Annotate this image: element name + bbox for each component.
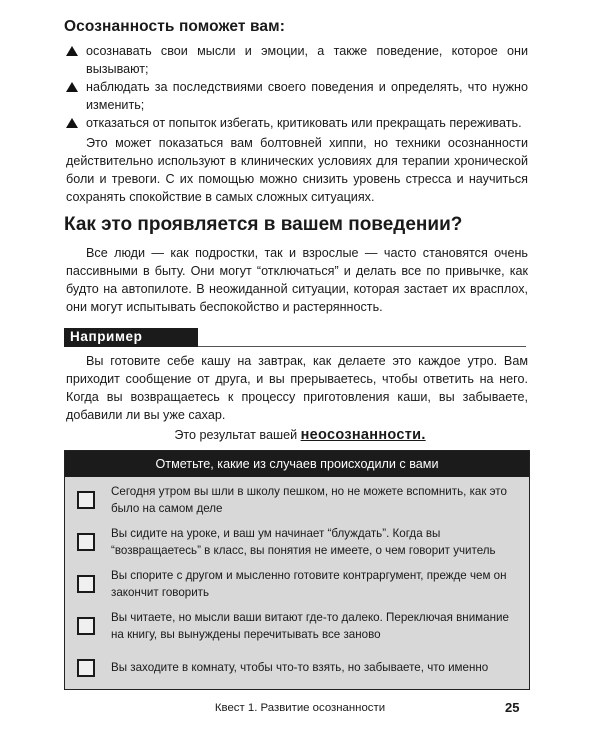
checklist-row [65,605,529,647]
bullet-list [66,42,528,132]
paragraph-example: Вы готовите себе кашу на завтрак, как делаете это каждое утро. Вам приходит сообщение от друга, и вы прерываетесь, чтобы ответить на него. Когда вы возвращаетесь к процессу приготовления каши, вы забываете, добавили ли вы уже сахар. [66,354,528,422]
checklist-row [65,479,529,521]
checklist-table [64,450,530,690]
paragraph-behavior: Все люди — как подростки, так и взрослые — часто становятся очень пассивными в быту. Они могут “отключаться” и делать все по привычке, как будто на автопилоте. В неожиданной ситуации, которая застает их врасплох, они могут испытывать беспокойство и растерянность. [66,246,528,314]
paragraph-intro: Это может показаться вам болтовней хиппи, но техники осознанности действительно используют в клинических условиях для терапии хронической боли и тревоги. С их помощью можно снизить уровень стресса и научиться сохранять спокойствие в самых сложных ситуациях. [66,136,528,204]
result-line [0,427,600,443]
section-heading-behavior: Как это проявляется в вашем поведении? [64,214,463,235]
checklist-header: Отметьте, какие из случаев происходили с вами [65,451,529,477]
bullet-item [66,114,528,132]
triangle-bullet-icon [66,82,78,92]
triangle-bullet-icon [66,118,78,128]
checklist-row-text: Сегодня утром вы шли в школу пешком, но не можете вспомнить, как это было на самом деле [111,485,507,515]
triangle-bullet-icon [66,46,78,56]
example-label: Например [70,329,143,344]
checkbox[interactable] [77,575,95,593]
result-emphasis: неосознанности. [300,427,426,443]
result-prefix: Это результат вашей [174,428,298,442]
checklist-row [65,521,529,563]
bullet-item [66,78,528,114]
checklist-row-text: Вы сидите на уроке, и ваш ум начинает “блуждать”. Когда вы “возвращаетесь” в класс, вы понятия не имеете, о чем говорит учитель [111,527,496,557]
bullet-text: осознавать свои мысли и эмоции, а также поведение, которое они вызывают; [86,44,528,76]
checkbox[interactable] [77,533,95,551]
example-label-bar [64,328,198,347]
checklist-row [65,647,529,689]
checkbox[interactable] [77,659,95,677]
checklist-row [65,563,529,605]
bullet-text: отказаться от попыток избегать, критиковать или прекращать переживать. [86,116,522,130]
section-heading: Осознанность поможет вам: [64,18,285,35]
bullet-text: наблюдать за последствиями своего поведения и определять, что нужно изменить; [86,80,528,112]
page-number: 25 [505,700,520,715]
checklist-row-text: Вы читаете, но мысли ваши витают где-то далеко. Переключая внимание на книгу, вы вынуждены перечитывать все заново [111,611,509,641]
checklist-row-text: Вы спорите с другом и мысленно готовите контраргумент, прежде чем он закончит говорить [111,569,507,599]
example-divider [198,346,526,347]
checkbox[interactable] [77,491,95,509]
footer-chapter-title: Квест 1. Развитие осознанности [214,702,386,714]
checklist-row-text: Вы заходите в комнату, чтобы что-то взять, но забываете, что именно [111,661,489,674]
checkbox[interactable] [77,617,95,635]
bullet-item [66,42,528,78]
